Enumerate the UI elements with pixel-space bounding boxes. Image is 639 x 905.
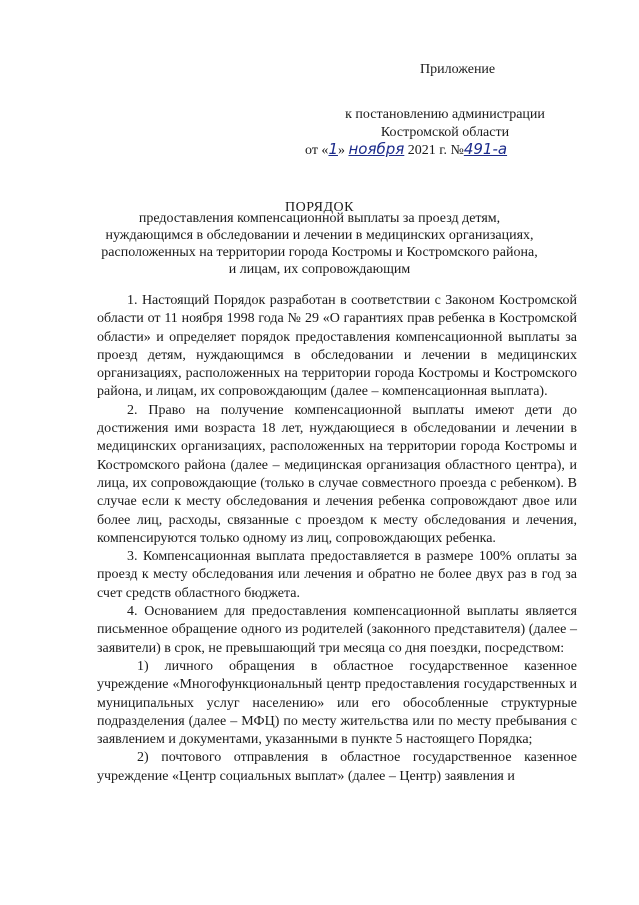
- handwritten-day: 1: [328, 140, 338, 158]
- date-year: 2021 г. №: [407, 143, 464, 158]
- document-body: [97, 292, 577, 786]
- paragraph-4-1: 1) личного обращения в областное государственное казенное учреждение «Многофункциональный центр предоставления государственных и муниципальных услуг населению» или его обособленные структурные подразделения (далее – МФЦ) по месту жительства или по месту пребывания с заявлением и документами, указанными в пункте 5 настоящего Порядка;: [97, 658, 577, 748]
- subtitle-line: предоставления компенсационной выплаты за проезд детям,: [138, 211, 501, 226]
- paragraph-3: 3. Компенсационная выплата предоставляется в размере 100% оплаты за проезд к месту обследования или лечения и обратно не более двух раз в год за счет средств областного бюджета.: [97, 549, 577, 601]
- date-quote-close: »: [337, 143, 345, 158]
- paragraph-1: 1. Настоящий Порядок разработан в соответствии с Законом Костромской области от 11 ноября 1998 года № 29 «О гарантиях прав ребенка в Костромской области» и определяет порядок предоставления компенсационной выплаты за проезд детям, нуждающимся в обследовании и лечении в медицинских организациях, расположенных на территории города Костромы и Костромского района, и лицам, их сопровождающим (далее – компенсационная выплата).: [97, 293, 577, 400]
- approval-line-2: Костромской области: [380, 125, 510, 140]
- paragraph-2: 2. Право на получение компенсационной выплаты имеют дети до достижения ими возраста 18 лет, нуждающиеся в обследовании и лечении в медицинских организациях, расположенных на территории города Костромы и Костромского района (далее – медицинская организация областного центра), и лица, их сопровождающие (только в случае совместного проезда с ребенком). В случае если к месту обследования и лечения ребенка сопровождают двое или более лиц, расходы, связанные с проездом к месту обследования и лечения, компенсируются только одному из лиц, сопровождающих ребенка.: [97, 402, 577, 546]
- approval-block: [320, 106, 570, 142]
- subtitle-line: и лицам, их сопровождающим: [228, 262, 411, 277]
- document-title: ПОРЯДОК: [285, 200, 354, 215]
- handwritten-month: ноября: [348, 140, 405, 158]
- appendix-label: Приложение: [420, 62, 496, 77]
- subtitle-line: нуждающимся в обследовании и лечении в медицинских организациях,: [105, 228, 534, 243]
- document-subtitle: [70, 210, 569, 278]
- paragraph-4-2: 2) почтового отправления в областное государственное казенное учреждение «Центр социальных выплат» (далее – Центр) заявления и: [97, 750, 577, 784]
- date-prefix: от «: [305, 143, 329, 158]
- approval-line-1: к постановлению администрации: [345, 107, 545, 122]
- paragraph-4: 4. Основанием для предоставления компенсационной выплаты является письменное обращение одного из родителей (законного представителя) (далее – заявители) в срок, не превышающий три месяца со дня поездки, посредством:: [97, 604, 577, 656]
- subtitle-line: расположенных на территории города Костромы и Костромского района,: [101, 245, 538, 260]
- decree-date-line: [305, 140, 605, 159]
- handwritten-number: 491-а: [463, 140, 508, 158]
